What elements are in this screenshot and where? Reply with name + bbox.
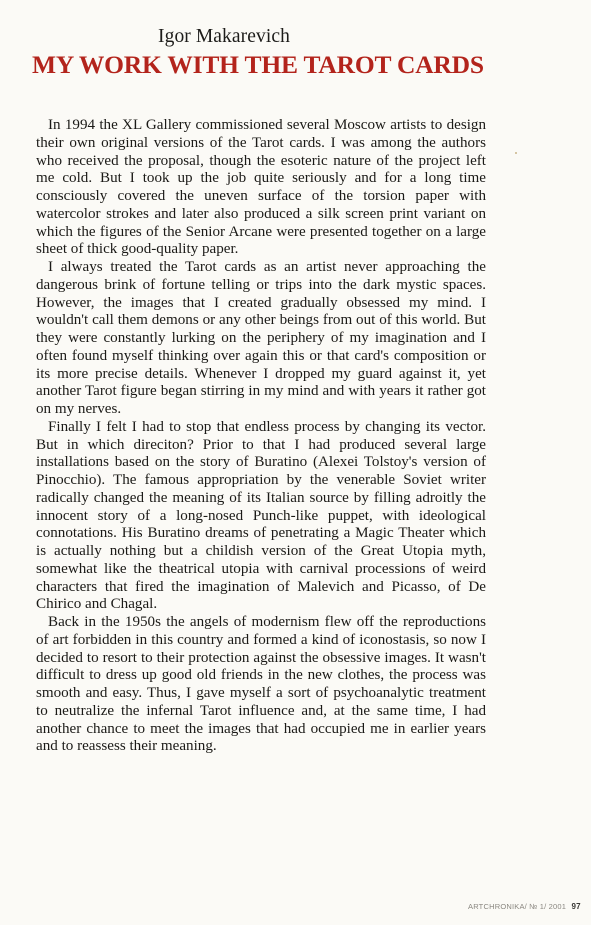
author-name: Igor Makarevich bbox=[158, 26, 290, 47]
article-body bbox=[36, 117, 486, 756]
paragraph-2: I always treated the Tarot cards as an artist never approaching the dangerous brink of fortune telling or trips into the dark mystic spaces. However, the images that I created gradually obsessed my mind. I wouldn't call them demons or any other beings from out of this world. But they were constantly lurking on the periphery of my imagination and I often found myself thinking over again this or that card's composition or its more precise details. Whenever I dropped my guard against it, yet another Tarot figure began stirring in my mind and with years it rather got on my nerves. bbox=[36, 259, 486, 417]
paragraph-1: In 1994 the XL Gallery commissioned several Moscow artists to design their own original versions of the Tarot cards. I was among the authors who received the proposal, though the esoteric nature of the project left me cold. But I took up the job quite seriously and for a long time consciously covered the uneven surface of the torsion paper with watercolor strokes and later also produced a silk screen print variant on which the figures of the Senior Arcane were presented together on a large sheet of thick good-quality paper. bbox=[36, 117, 486, 258]
paragraph-4: Back in the 1950s the angels of modernism flew off the reproductions of art forbidden in this country and formed a kind of iconostasis, so now I decided to resort to their protection against the obsessive images. It wasn't difficult to dress up good old friends in the new clothes, the process was smooth and easy. Thus, I gave myself a sort of psychoanalytic treatment to neutralize the infernal Tarot influence and, at the same time, I had another chance to meet the images that had occupied me in earlier years and to reassess their meaning. bbox=[36, 614, 486, 755]
page-number: 97 bbox=[571, 902, 581, 911]
paragraph-3: Finally I felt I had to stop that endless process by changing its vector. But in which direciton? Prior to that I had produced several large installations based on the story of Buratino (Alexei Tolstoy's version of Pinocchio). The famous appropriation by the venerable Soviet writer radically changed the meaning of its Italian source by filling adroitly the innocent story of a long-nosed Punch-like puppet, with ideological connotations. His Buratino dreams of penetrating a Magic Theater which is actually nothing but a childish version of the Great Utopia myth, somewhat like the theatrical utopia with carnival processions of weird characters that fired the imagination of Malevich and Picasso, of De Chirico and Chagal. bbox=[36, 418, 486, 613]
print-speck bbox=[515, 152, 517, 154]
article-title: MY WORK WITH THE TAROT CARDS bbox=[32, 50, 484, 79]
publication-info: ARTCHRONIKA/ № 1/ 2001 bbox=[468, 902, 567, 911]
page-footer bbox=[468, 902, 581, 911]
